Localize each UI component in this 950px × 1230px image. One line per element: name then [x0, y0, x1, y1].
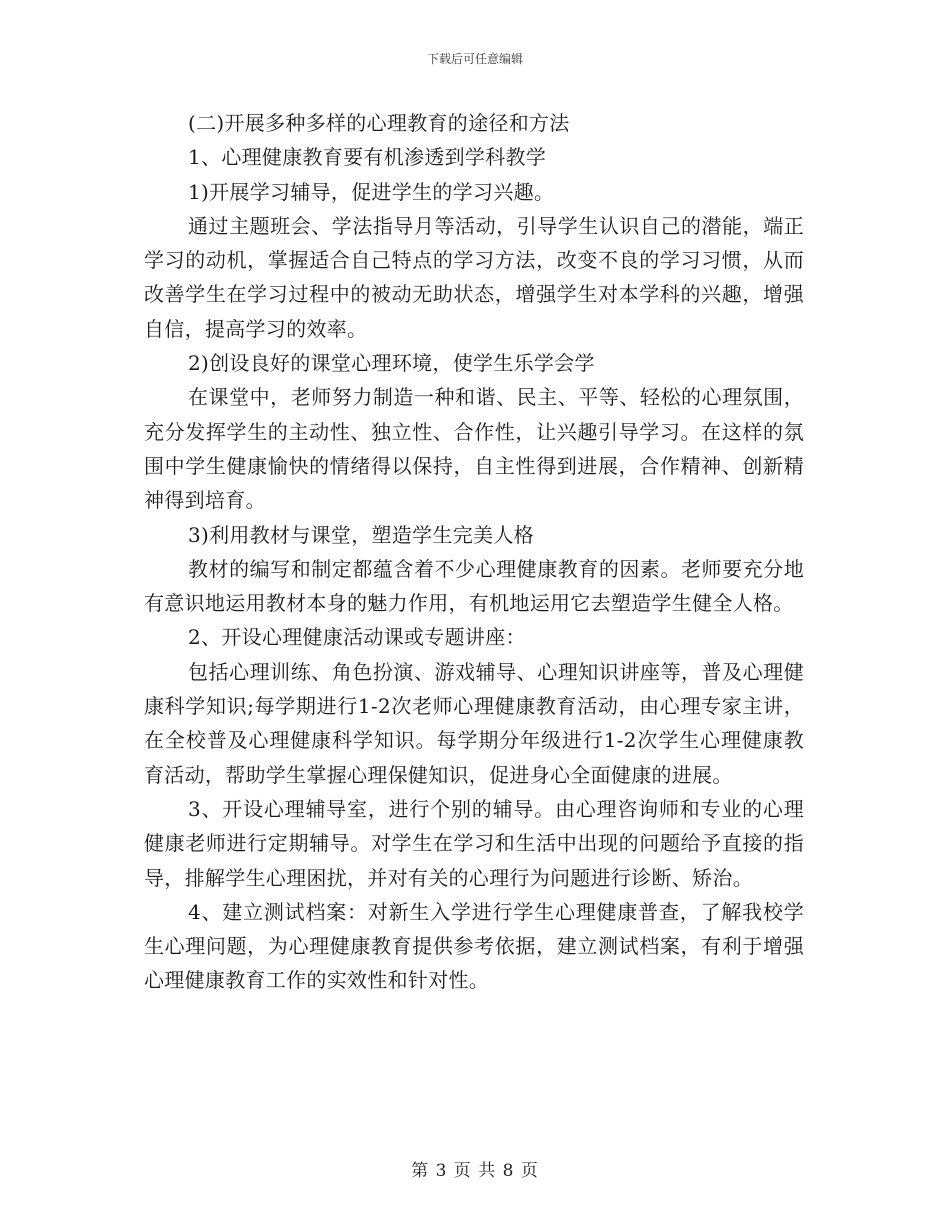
subsection-heading: 2、开设心理健康活动课或专题讲座： [188, 625, 526, 650]
item-heading: 3)利用教材与课堂，塑造学生完美人格 [188, 522, 534, 547]
section-heading: (二)开展多种多样的心理教育的途径和方法 [188, 111, 570, 135]
body-paragraph: 包括心理训练、角色扮演、游戏辅导、心理知识讲座等，普及心理健康科学知识;每学期进行1-2次老师心理健康教育活动，由心理专家主讲，在全校普及心理健康科学知识。每学期分年级进行1-2次学生心理健康教育活动，帮助学生掌握心理保健知识，促进身心全面健康的进展。 [144, 659, 804, 787]
body-paragraph: 在课堂中，老师努力制造一种和谐、民主、平等、轻松的心理氛围，充分发挥学生的主动性、独立性、合作性，让兴趣引导学习。在这样的氛围中学生健康愉快的情绪得以保持，自主性得到进展，合作精神、创新精神得到培育。 [144, 385, 804, 513]
body-paragraph: 教材的编写和制定都蕴含着不少心理健康教育的因素。老师要充分地有意识地运用教材本身的魅力作用，有机地运用它去塑造学生健全人格。 [144, 556, 804, 616]
page-header: 下载后可任意编辑 [426, 52, 523, 66]
document-body [144, 106, 804, 998]
subsection-heading: 1、心理健康教育要有机渗透到学科教学 [188, 145, 547, 170]
body-paragraph: 通过主题班会、学法指导月等活动，引导学生认识自己的潜能，端正学习的动机，掌握适合自己特点的学习方法，改变不良的学习习惯，从而改善学生在学习过程中的被动无助状态，增强学生对本学科的兴趣，增强自信，提高学习的效率。 [144, 213, 804, 341]
page-number: 第 3 页 共 8 页 [411, 1161, 539, 1181]
item-heading: 1)开展学习辅导，促进学生的学习兴趣。 [188, 179, 555, 204]
body-paragraph: 3、开设心理辅导室，进行个别的辅导。由心理咨询师和专业的心理健康老师进行定期辅导。对学生在学习和生活中出现的问题给予直接的指导，排解学生心理困扰，并对有关的心理行为问题进行诊断、矫治。 [144, 796, 804, 890]
item-heading: 2)创设良好的课堂心理环境，使学生乐学会学 [188, 351, 595, 376]
body-paragraph: 4、建立测试档案：对新生入学进行学生心理健康普查，了解我校学生心理问题，为心理健康教育提供参考依据，建立测试档案，有利于增强心理健康教育工作的实效性和针对性。 [144, 899, 804, 993]
